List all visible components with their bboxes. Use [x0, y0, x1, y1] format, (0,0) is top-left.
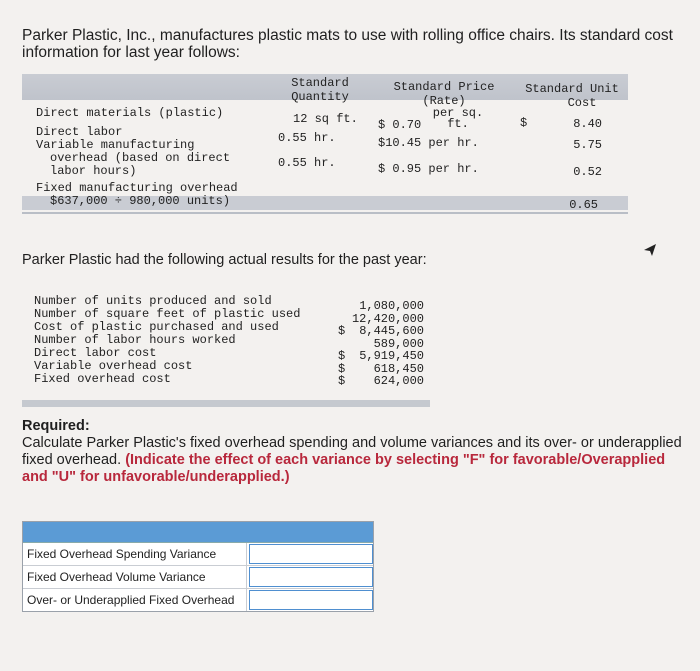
actual-label: Number of labor hours worked	[34, 333, 236, 347]
row-price-direct-materials: $ 0.70	[378, 118, 422, 132]
header-standard-price: Standard Price (Rate)	[393, 80, 495, 108]
volume-variance-input[interactable]	[249, 567, 373, 587]
table-row	[23, 543, 373, 566]
answer-label-over-under: Over- or Underapplied Fixed Overhead	[23, 589, 247, 611]
row-unit-cost-direct-materials: 8.40	[573, 117, 602, 131]
actual-value: 618,450	[373, 361, 424, 376]
actual-value: 589,000	[373, 336, 424, 351]
row-label-direct-materials: Direct materials (plastic)	[36, 106, 224, 120]
row-price-direct-labor: $10.45 per hr.	[378, 136, 479, 150]
row-label-fixed-overhead: Fixed manufacturing overhead $637,000 ÷ 980,000 units)	[36, 181, 238, 208]
header-standard-quantity: Standard Quantity	[291, 76, 349, 104]
mouse-pointer-icon	[643, 243, 657, 257]
actual-results-intro: Parker Plastic had the following actual results for the past year:	[22, 252, 427, 268]
required-section	[22, 418, 682, 486]
actual-table-rule	[22, 400, 430, 407]
table-row	[23, 589, 373, 611]
row-unit-cost-variable-overhead: 0.52	[573, 165, 602, 179]
actual-value: 1,080,000	[359, 299, 424, 313]
row-quantity-direct-materials: 12 sq ft.	[293, 112, 358, 126]
row-price-variable-overhead: $ 0.95 per hr.	[378, 162, 479, 176]
answer-label-volume: Fixed Overhead Volume Variance	[23, 566, 247, 588]
actual-value: 8,445,600	[359, 324, 424, 338]
row-quantity-variable-overhead: 0.55 hr.	[278, 156, 336, 170]
problem-intro: Parker Plastic, Inc., manufactures plastic mats to use with rolling office chairs. Its standard cost information for last year follows:	[22, 27, 673, 61]
required-text: Calculate Parker Plastic's fixed overhead spending and volume variances and its over- or underapplied fixed overhead.	[22, 435, 682, 468]
standard-table-rule	[22, 212, 628, 214]
actual-label: Fixed overhead cost	[34, 372, 171, 386]
actual-value: 624,000	[373, 374, 424, 388]
spending-variance-input[interactable]	[249, 544, 373, 564]
over-underapplied-input[interactable]	[249, 590, 373, 610]
row-unit-cost-direct-labor: 5.75	[573, 138, 602, 152]
answer-table-header	[23, 522, 373, 543]
actual-values: 1,080,000 12,420,000 $ 8,445,600 589,000 $ 5,919,450 $ 618,450 $ 624,000	[338, 299, 424, 388]
actual-value: 12,420,000	[351, 311, 424, 326]
answer-label-spending: Fixed Overhead Spending Variance	[23, 543, 247, 565]
actual-label: Direct labor cost	[34, 346, 157, 360]
answer-table	[22, 521, 374, 612]
row-unit-cost-dollar-sign: $	[520, 116, 528, 130]
actual-label: Number of units produced and sold	[34, 294, 272, 308]
actual-label: Number of square feet of plastic used	[34, 307, 301, 321]
required-instruction: (Indicate the effect of each variance by selecting "F" for favorable/Overapplied and "U" for unfavorable/underapplied.)	[22, 452, 666, 485]
actual-results-table	[22, 290, 430, 395]
header-standard-unit-cost: Standard Unit Cost	[525, 82, 619, 110]
required-heading: Required:	[22, 418, 90, 434]
row-quantity-direct-labor: 0.55 hr.	[278, 131, 336, 145]
row-unit-cost-fixed-overhead: 0.65	[569, 198, 598, 212]
row-label-direct-labor: Direct labor	[36, 125, 123, 139]
row-label-variable-overhead: Variable manufacturing overhead (based on direct labor hours)	[36, 138, 231, 178]
actual-label: Cost of plastic purchased and used	[34, 320, 279, 334]
actual-label: Variable overhead cost	[34, 359, 193, 373]
actual-value: 5,919,450	[359, 349, 424, 363]
row-price-unit-direct-materials: per sq. ft.	[432, 106, 484, 131]
actual-labels	[34, 295, 300, 386]
table-row	[23, 566, 373, 589]
